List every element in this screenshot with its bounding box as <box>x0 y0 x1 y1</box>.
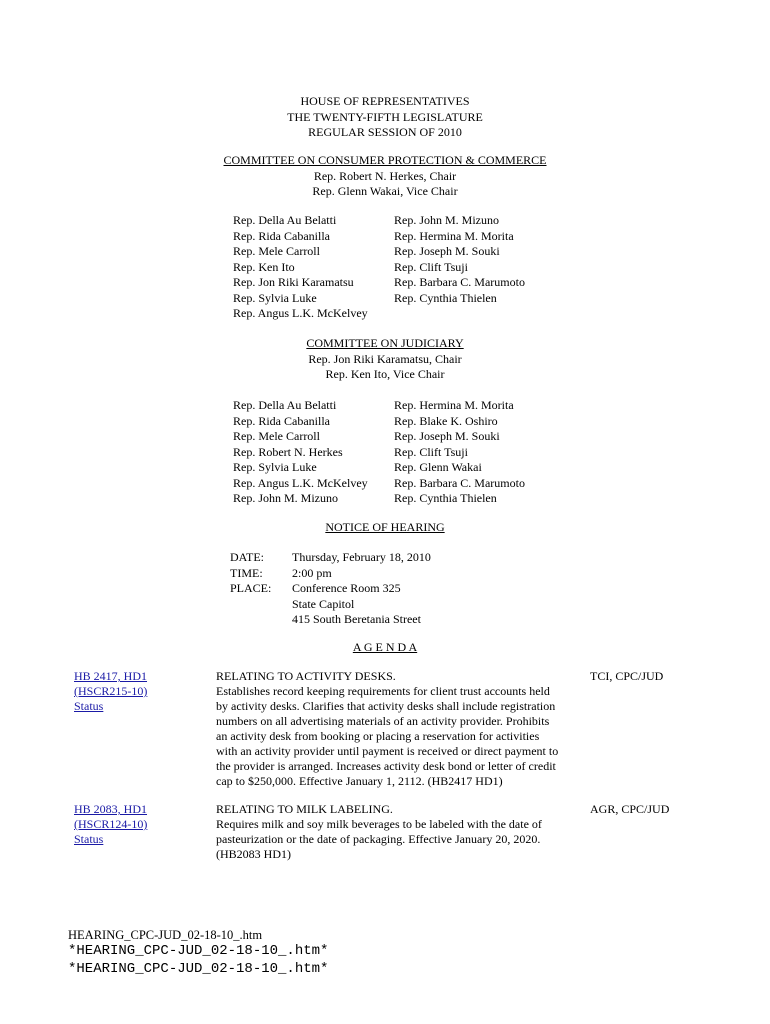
place-label: PLACE: <box>230 581 272 595</box>
member-name: Rep. Angus L.K. McKelvey <box>233 475 368 490</box>
member-name: Rep. Joseph M. Souki <box>394 244 500 258</box>
agenda-item-bill-links <box>74 802 147 847</box>
description-line: an activity desk from booking or placing a reservation for activities <box>216 729 540 743</box>
header-line: REGULAR SESSION OF 2010 <box>308 125 462 139</box>
member-name: Rep. Blake K. Oshiro <box>394 413 498 428</box>
member-name: Rep. Della Au Belatti <box>233 398 337 412</box>
committee-cpc-heading <box>0 153 770 200</box>
committee-report-link[interactable]: (HSCR215-10) <box>74 684 148 698</box>
footer-barcode-text: *HEARING_CPC-JUD_02-18-10_.htm* <box>68 961 329 977</box>
description-line: cap to $250,000. Effective January 1, 2112. (HB2417 HD1) <box>216 774 503 788</box>
notice-values <box>292 550 431 628</box>
committee-chair: Rep. Robert N. Herkes, Chair <box>313 168 457 183</box>
member-name: Rep. Clift Tsuji <box>394 259 468 274</box>
member-name: Rep. Rida Cabanilla <box>233 413 330 428</box>
description-line: numbers on all advertising materials of an activity provider. Prohibits <box>216 714 550 728</box>
member-name: Rep. Rida Cabanilla <box>233 228 330 243</box>
committee-chair: Rep. Jon Riki Karamatsu, Chair <box>308 351 462 366</box>
member-name: Rep. Sylvia Luke <box>233 460 317 474</box>
committee-report-link[interactable]: (HSCR124-10) <box>74 817 148 831</box>
place-line: 415 South Beretania Street <box>292 612 421 626</box>
committee-cpc-members-right <box>394 213 525 306</box>
agenda-item-description <box>216 669 582 789</box>
member-name: Rep. Cynthia Thielen <box>394 290 497 305</box>
bill-link[interactable]: HB 2083, HD1 <box>74 802 148 816</box>
member-name: Rep. Jon Riki Karamatsu <box>233 275 354 289</box>
member-name: Rep. Hermina M. Morita <box>394 228 514 243</box>
member-name: Rep. Mele Carroll <box>233 429 320 443</box>
member-name: Rep. John M. Mizuno <box>394 213 499 227</box>
bill-link[interactable]: HB 2417, HD1 <box>74 669 148 683</box>
footer-barcode-text: *HEARING_CPC-JUD_02-18-10_.htm* <box>68 943 329 959</box>
committee-title: COMMITTEE ON JUDICIARY <box>306 336 464 350</box>
member-name: Rep. Glenn Wakai <box>394 460 482 474</box>
member-name: Rep. Della Au Belatti <box>233 213 337 227</box>
committee-title: COMMITTEE ON CONSUMER PROTECTION & COMMERCE <box>223 153 547 167</box>
member-name: Rep. Clift Tsuji <box>394 444 468 459</box>
committee-jud-members-right <box>394 398 525 507</box>
date-value: Thursday, February 18, 2010 <box>292 550 431 564</box>
header-line: HOUSE OF REPRESENTATIVES <box>300 94 470 108</box>
header-line: THE TWENTY-FIFTH LEGISLATURE <box>287 109 483 124</box>
referral-committees: AGR, CPC/JUD <box>590 802 670 816</box>
member-name: Rep. Sylvia Luke <box>233 290 317 305</box>
committee-vice-chair: Rep. Ken Ito, Vice Chair <box>325 367 445 381</box>
member-name: Rep. Barbara C. Marumoto <box>394 475 525 490</box>
description-line: the provider is arranged. Increases activity desk bond or letter of credit <box>216 759 556 773</box>
notice-title: NOTICE OF HEARING <box>325 520 445 534</box>
committee-jud-members-left <box>233 398 368 507</box>
member-name: Rep. Ken Ito <box>233 259 295 274</box>
place-line: State Capitol <box>292 596 355 611</box>
footer-filename: HEARING_CPC-JUD_02-18-10_.htm <box>68 928 263 942</box>
committee-cpc-members-left <box>233 213 368 322</box>
description-line: Establishes record keeping requirements for client trust accounts held <box>216 684 550 698</box>
status-link[interactable]: Status <box>74 699 104 713</box>
member-name: Rep. Hermina M. Morita <box>394 398 514 412</box>
member-name: Rep. Mele Carroll <box>233 244 320 258</box>
member-name: Rep. Robert N. Herkes <box>233 444 343 459</box>
time-value: 2:00 pm <box>292 565 332 580</box>
description-line: pasteurization or the date of packaging. Effective January 20, 2020. <box>216 832 541 846</box>
status-link[interactable]: Status <box>74 832 104 846</box>
notice-labels <box>230 550 271 597</box>
member-name: Rep. John M. Mizuno <box>233 491 338 505</box>
committee-jud-heading <box>0 336 770 383</box>
document-header <box>0 94 770 141</box>
description-line: RELATING TO MILK LABELING. <box>216 802 393 816</box>
description-line: by activity desks. Clarifies that activity desks shall include registration <box>216 699 556 713</box>
date-label: DATE: <box>230 550 264 564</box>
member-name: Rep. Barbara C. Marumoto <box>394 275 525 289</box>
description-line: with an activity provider until payment is received or direct payment to <box>216 744 559 758</box>
description-line: RELATING TO ACTIVITY DESKS. <box>216 669 396 683</box>
agenda-title: A G E N D A <box>352 640 418 654</box>
agenda-item-description <box>216 802 582 862</box>
member-name: Rep. Joseph M. Souki <box>394 429 500 443</box>
time-label: TIME: <box>230 565 263 580</box>
description-line: Requires milk and soy milk beverages to be labeled with the date of <box>216 817 542 831</box>
member-name: Rep. Angus L.K. McKelvey <box>233 306 368 320</box>
committee-vice-chair: Rep. Glenn Wakai, Vice Chair <box>312 184 458 198</box>
description-line: (HB2083 HD1) <box>216 847 291 861</box>
place-line: Conference Room 325 <box>292 581 401 595</box>
agenda-item-bill-links <box>74 669 147 714</box>
referral-committees: TCI, CPC/JUD <box>590 669 664 683</box>
member-name: Rep. Cynthia Thielen <box>394 491 497 505</box>
